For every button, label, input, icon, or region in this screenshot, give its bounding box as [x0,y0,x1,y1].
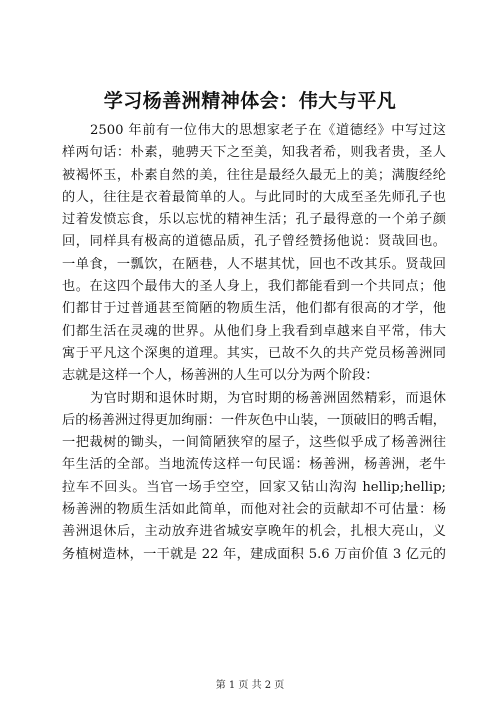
text-line: 为官时期和退休时期，为官时期的杨善洲固然精彩，而退休 [90,390,446,406]
text-line: 寓于平凡这个深奥的道理。其实，已故不久的共产党员杨善洲同 [62,345,446,361]
text-line: 过着发愤忘食，乐以忘忧的精神生活；孔子最得意的一个弟子颜 [62,212,446,228]
text-line: 的人，往往是衣着最简单的人。与此同时的大成至圣先师孔子也 [62,189,446,205]
text-line: 一单食，一瓢饮，在陋巷，人不堪其忧，回也不改其乐。贤哉回 [62,256,446,272]
document-title: 学习杨善洲精神体会：伟大与平凡 [103,90,397,112]
text-line: 样两句话：朴素，驰骋天下之至美，知我者希，则我者贵，圣人 [62,145,446,161]
text-line: 志就是这样一个人，杨善洲的人生可以分为两个阶段： [62,368,379,384]
text-line: 们都甘于过普通甚至简陋的物质生活，他们都有很高的才学，他 [62,301,446,317]
text-line: 善洲退休后，主动放弃进省城安享晚年的机会，扎根大亮山，义 [62,524,446,540]
text-line: 年生活的全部。当地流传这样一句民谣：杨善洲，杨善洲，老牛 [62,457,446,473]
text-line: 一把裁树的锄头，一间简陋狭窄的屋子，这些似乎成了杨善洲往 [62,435,446,451]
text-line: 被褐怀玉，朴素自然的美，往往是最经久最无上的美；满腹经纶 [62,167,446,183]
paragraph-1 [62,120,446,388]
text-line: 回，同样具有极高的道德品质，孔子曾经赞扬他说：贤哉回也。 [62,234,446,250]
document-body [62,120,446,566]
text-line: 2500 年前有一位伟大的思想家老子在《道德经》中写过这 [90,123,446,138]
paragraph-2 [62,388,446,566]
text-line: 们都生活在灵魂的世界。从他们身上我看到卓越来自平常，伟大 [62,323,446,339]
text-line: 拉车不回头。当官一场手空空，回家又钻山沟沟 hellip;hellip; [62,479,446,495]
text-line: 也。在这四个最伟大的圣人身上，我们都能看到一个共同点；他 [62,279,446,295]
text-line: 后的杨善洲过得更加绚丽：一件灰色中山装，一顶破旧的鸭舌帽， [62,412,446,428]
text-line: 杨善洲的物质生活如此简单，而他对社会的贡献却不可估量：杨 [62,502,446,518]
text-line: 务植树造林，一干就是 22 年，建成面积 5.6 万亩价值 3 亿元的 [62,546,446,562]
page-number-footer: 第 1 页 共 2 页 [215,680,285,691]
